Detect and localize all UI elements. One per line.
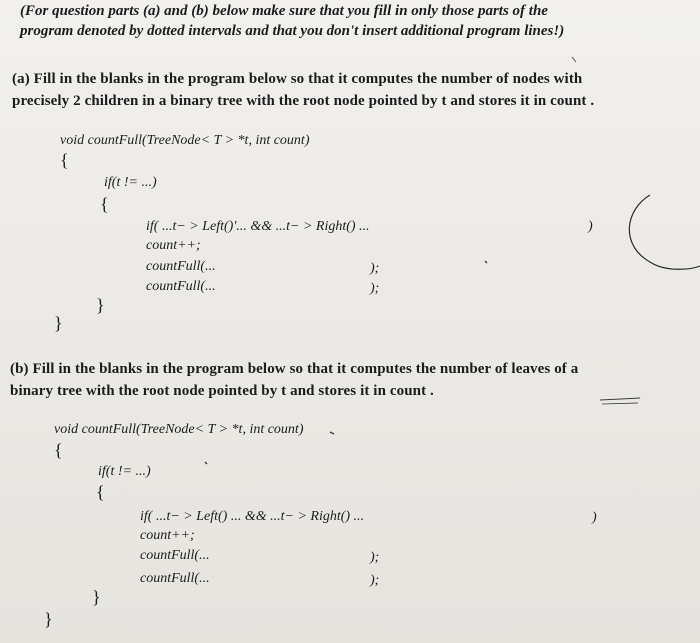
part-b-count-increment: count++; bbox=[140, 528, 195, 543]
part-a-prompt-line-1: (a) Fill in the blanks in the program below so that it computes the number of nodes with bbox=[12, 71, 583, 87]
instruction-line-2: program denoted by dotted intervals and that you don't insert additional program lines!) bbox=[20, 23, 565, 39]
part-a-open-brace: { bbox=[60, 150, 69, 170]
part-b-inner-close-brace: } bbox=[92, 587, 101, 607]
part-b-open-brace: { bbox=[54, 440, 63, 460]
part-b-inner-if: if( ...t− > Left() ... && ...t− > Right() ... bbox=[140, 509, 365, 524]
part-b-call-2-end: ); bbox=[370, 573, 380, 588]
part-b-recursive-call-2: countFull(... bbox=[140, 571, 210, 586]
part-a-function-signature: void countFull(TreeNode< T > *t, int count) bbox=[60, 133, 310, 148]
part-b-recursive-call-1: countFull(... bbox=[140, 548, 210, 563]
part-b-outer-if: if(t != ...) bbox=[98, 464, 151, 479]
part-a-close-paren: ) bbox=[588, 219, 593, 234]
instruction-line-1: (For question parts (a) and (b) below make sure that you fill in only those parts of the bbox=[20, 3, 548, 19]
part-a-call-2-end: ); bbox=[370, 281, 380, 296]
part-a-inner-open-brace: { bbox=[100, 194, 109, 214]
part-b-inner-open-brace: { bbox=[96, 482, 105, 502]
part-a-recursive-call-2: countFull(... bbox=[146, 279, 216, 294]
part-b-close-paren: ) bbox=[592, 510, 597, 525]
part-a-inner-if: if( ...t− > Left()'... && ...t− > Right() ... bbox=[146, 219, 370, 234]
part-b-close-brace: } bbox=[44, 609, 53, 629]
part-a-count-increment: count++; bbox=[146, 238, 201, 253]
part-a-inner-close-brace: } bbox=[96, 295, 105, 315]
part-b-function-signature: void countFull(TreeNode< T > *t, int count) bbox=[54, 422, 304, 437]
part-a-close-brace: } bbox=[54, 313, 63, 333]
part-a-call-1-end: ); bbox=[370, 261, 380, 276]
part-a-outer-if: if(t != ...) bbox=[104, 175, 157, 190]
part-a-prompt-line-2: precisely 2 children in a binary tree with the root node pointed by t and stores it in count . bbox=[12, 93, 595, 109]
part-a-recursive-call-1: countFull(... bbox=[146, 259, 216, 274]
part-b-prompt-line-2: binary tree with the root node pointed by t and stores it in count . bbox=[10, 383, 434, 399]
part-b-call-1-end: ); bbox=[370, 550, 380, 565]
part-b-prompt-line-1: (b) Fill in the blanks in the program below so that it computes the number of leaves of a bbox=[10, 361, 579, 377]
